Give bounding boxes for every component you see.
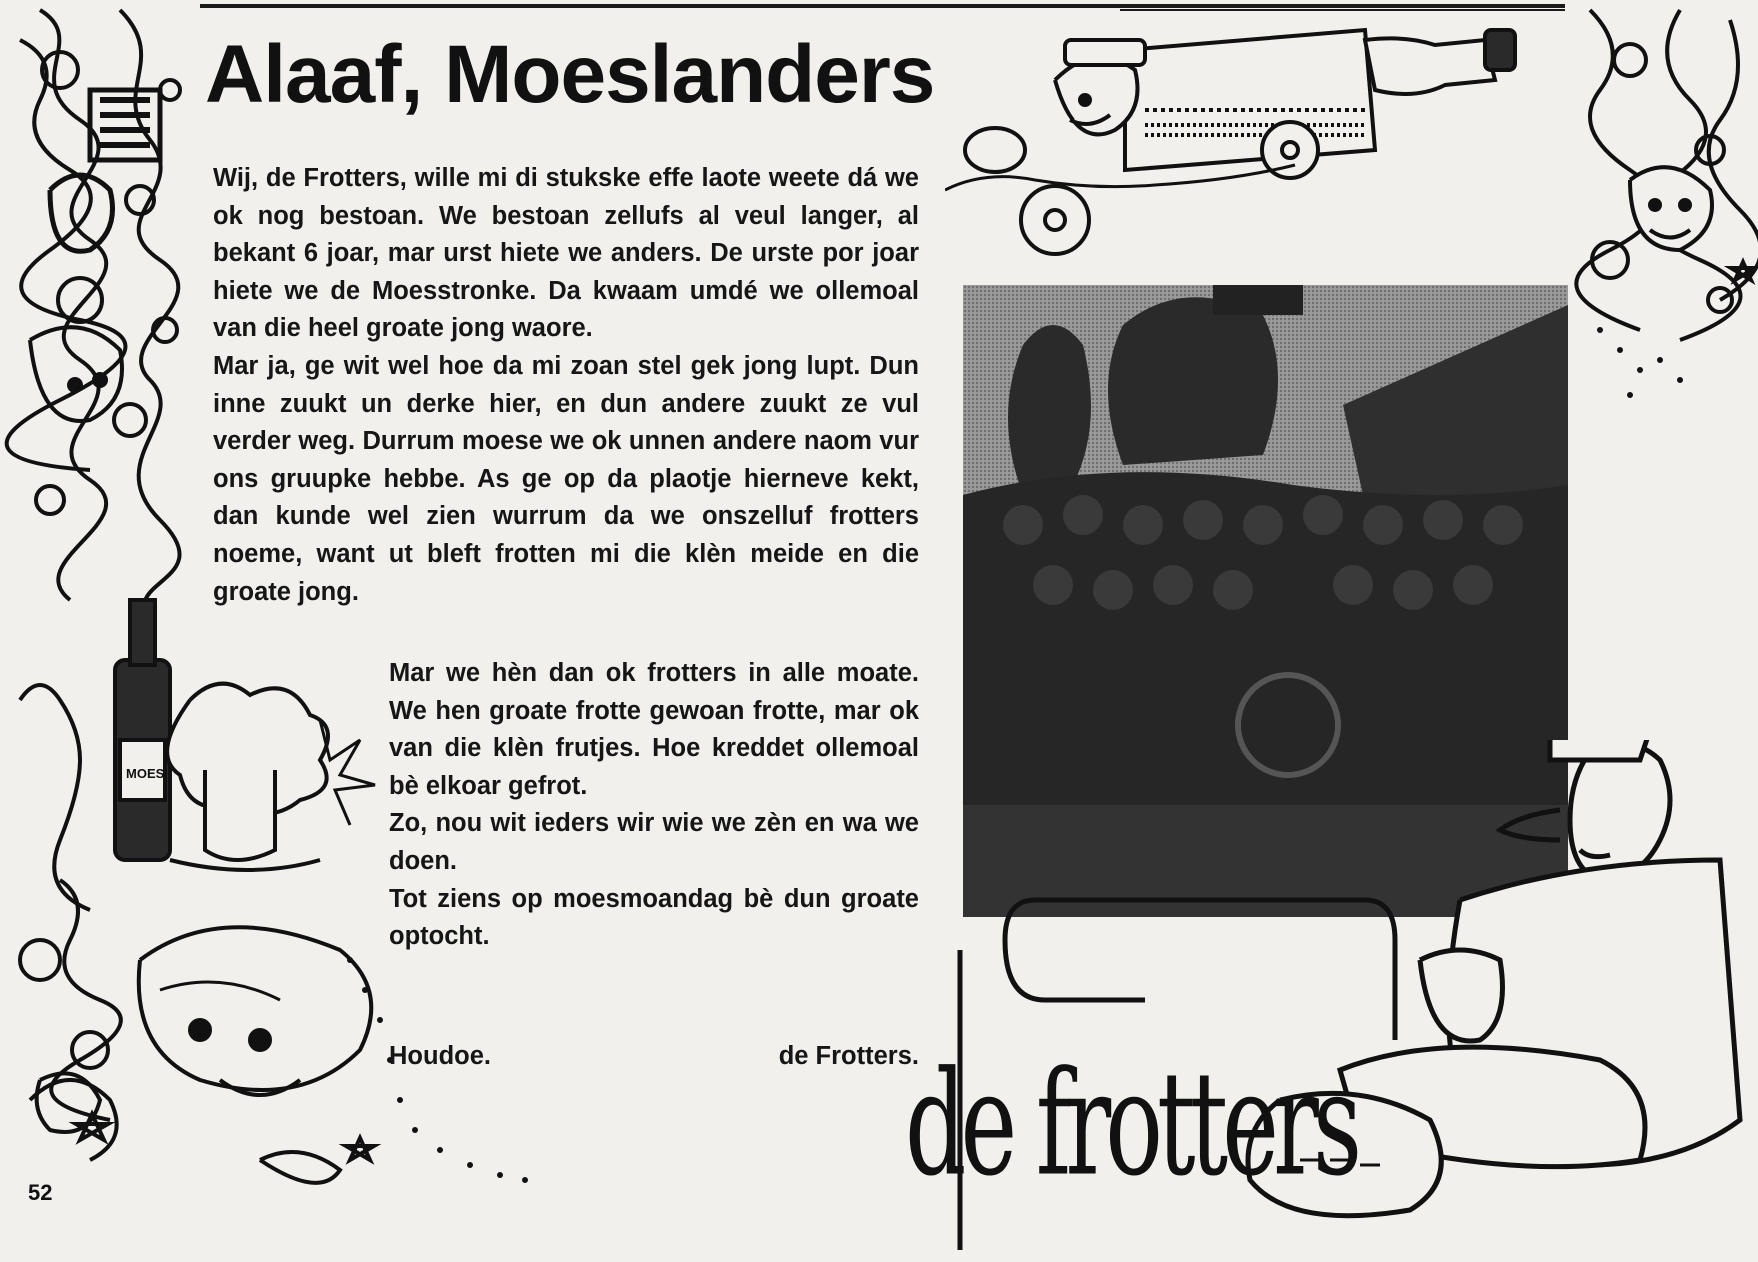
article-body <box>213 160 919 611</box>
signoff-signature: de Frotters. <box>778 1042 919 1070</box>
bottle-label: MOES <box>126 766 165 781</box>
body-paragraph: Wij, de Frotters, wille mi di stukske effe laote weete dá we ok nog bestoan. We bestoan zellufs al veul langer, al bekant 6 joar, mar urst hiete we anders. De urste por joar hiete we de Moesstronke. Da kwaam umdé we ollemoal van die heel groate jong waore. <box>213 164 919 343</box>
logo-text: de frotters <box>905 1040 1357 1208</box>
page-number: 52 <box>28 1180 53 1205</box>
top-rule <box>200 4 1565 8</box>
body-paragraph: Mar ja, ge wit wel hoe da mi zoan stel gek jong lupt. Dun inne zuukt un derke hier, en dun andere zuukt ze vul verder weg. Durrum moese we ok unnen andere naom vur ons gruupke hebbe. As ge op da plaotje hierneve kekt, dan kunde wel zien wurrum da we onszelluf frotters noeme, want ut bleft frotten mi die klèn meide en die groate jong. <box>213 351 919 606</box>
article-title: Alaaf, Moeslanders <box>205 29 935 120</box>
wagon-illustration <box>945 10 1565 260</box>
right-border-illustration <box>1570 0 1758 420</box>
article-body-indented <box>389 655 919 956</box>
body-paragraph: Tot ziens op moesmoandag bè dun groate optocht. <box>389 884 919 951</box>
signoff-greeting: Houdoe. <box>389 1042 491 1070</box>
body-paragraph: Zo, nou wit ieders wir wie we zèn en wa we doen. <box>389 809 919 875</box>
body-paragraph: Mar we hèn dan ok frotters in alle moate. We hen groate frotte gewoan frotte, mar ok van die klèn frutjes. Hoe kreddet ollemoal bè elkoar gefrot. <box>389 659 919 800</box>
